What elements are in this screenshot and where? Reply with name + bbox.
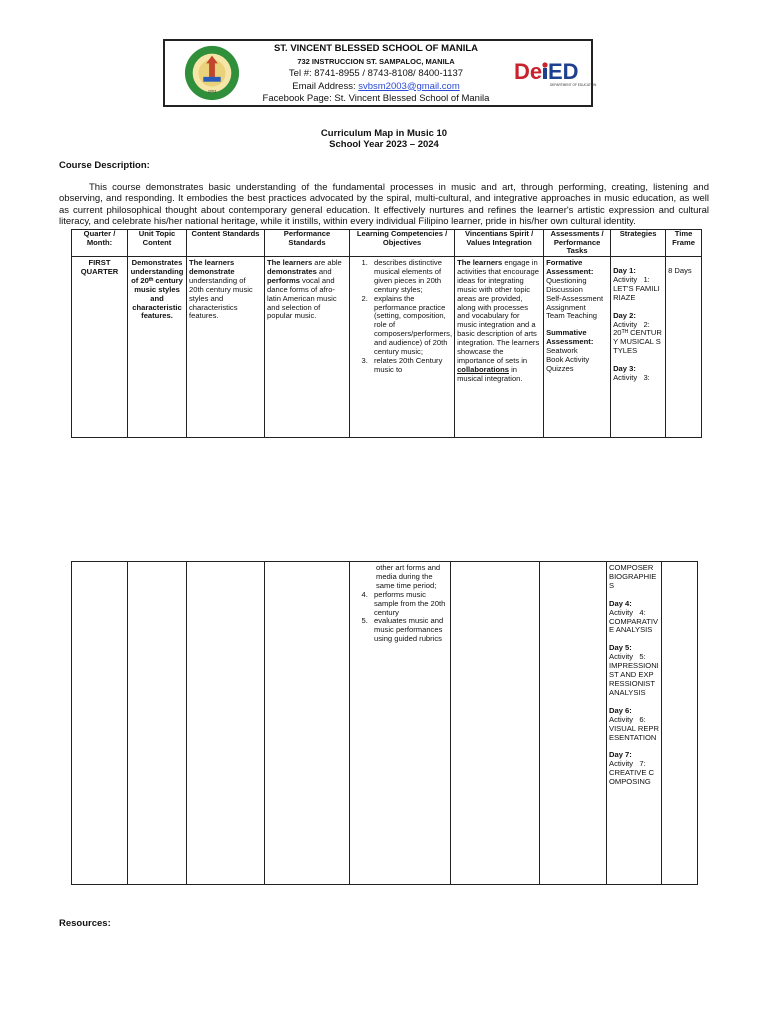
formative-item: Assignment xyxy=(546,302,586,312)
content-standards-bold: The learners demonstrate xyxy=(189,258,235,276)
svg-text:De: De xyxy=(514,59,543,84)
email-label: Email Address: xyxy=(292,80,359,92)
time-frame-cell-empty xyxy=(662,562,698,885)
values-integration-cell xyxy=(455,257,544,438)
competencies-cell xyxy=(350,257,455,438)
deped-subtitle: DEPARTMENT OF EDUCATION xyxy=(550,83,597,87)
performance-standards-cell xyxy=(265,257,350,438)
header-assessments: Assessments / Performance Tasks xyxy=(544,230,611,257)
summative-item: Seatwork xyxy=(546,346,578,356)
performance-standards-cell-empty xyxy=(265,562,350,885)
values-text-2: in musical integration. xyxy=(457,364,523,383)
quarter-cell-empty xyxy=(72,562,128,885)
strategy-day-3: Day 3: Activity 3: xyxy=(613,364,650,383)
header-unit-topic: Unit Topic Content xyxy=(128,230,187,257)
curriculum-map-table xyxy=(71,229,702,438)
values-cell-empty xyxy=(451,562,540,885)
summative-item: Quizzes xyxy=(546,363,574,373)
perf-part-3: demonstrates xyxy=(267,266,317,276)
unit-topic-cell-empty xyxy=(128,562,187,885)
values-text-1: engage in activities that encourage ideas for integrating music with other topic areas are provided, along with processes and vocabulary for music integration and a basic description of arts integration. The learners showcase the importance of sets in xyxy=(457,258,540,365)
competency-item: 3. relates 20th Century music to xyxy=(370,357,452,375)
summative-label: Summative Assessment: xyxy=(546,328,594,347)
competency-item: 5. evaluates music and music performances using guided rubrics xyxy=(370,617,448,644)
strategy-day-6: Day 6: Activity 6: VISUAL REPRESENTATION xyxy=(609,705,659,742)
strategy-day-7: Day 7: Activity 7: CREATIVE COMPOSING xyxy=(609,750,655,787)
title-line-1: Curriculum Map in Music 10 xyxy=(320,128,448,139)
assessments-cell xyxy=(544,257,611,438)
strategy-day-4: Day 4: Activity 4: COMPARATIVE ANALYSIS xyxy=(609,598,659,635)
content-standards-text: understanding of 20th century music styles and characteristics features. xyxy=(189,275,253,321)
perf-part-5: performs xyxy=(267,275,300,285)
perf-part-1: The learners xyxy=(267,258,313,267)
curriculum-map-table-continued xyxy=(71,561,698,885)
school-tel: Tel #: 8741-8955 / 8743-8108/ 8400-1137 xyxy=(288,68,464,79)
assessments-cell-empty xyxy=(540,562,607,885)
email-link[interactable]: svbsm2003@gmail.com xyxy=(358,80,460,92)
school-address: 732 INSTRUCCION ST. SAMPALOC, MANILA xyxy=(297,56,455,66)
strategies-cell xyxy=(611,257,666,438)
competency-item: 1. describes distinctive musical elements of given pieces in 20th century styles; xyxy=(370,259,452,295)
header-content-standards: Content Standards xyxy=(187,230,265,257)
content-standards-cell xyxy=(187,257,265,438)
resources-label: Resources: xyxy=(59,918,111,929)
quarter-cell: FIRST QUARTER xyxy=(72,257,128,438)
values-link: collaborations xyxy=(457,364,509,374)
competency-item: 4. performs music sample from the 20th century xyxy=(370,591,448,618)
course-description-text: This course demonstrates basic understanding of the fundamental processes in music and art, through performing, creating, listening and observing, and responding. It embodies the best practices advocated by the spiral, multi-cultural, and integrative approaches in music education, as well as current philosophical thought about contemporary general education. It effectively nurtures and refines the learner's artistic expression and cultural literacy, and celebrate his/her national heritage, while it instills, within every individual Filipino learner, pride in his/her own cultural identity. xyxy=(59,182,709,228)
formative-item: Questioning xyxy=(546,275,587,285)
course-description-label: Course Description: xyxy=(59,160,150,171)
competency-item: 2. explains the performance practice (setting, composition, role of composers/performers, and audience) of 20th century music; xyxy=(370,295,452,357)
school-info xyxy=(231,43,521,106)
perf-part-4: and xyxy=(316,266,332,276)
strategy-continuation: COMPOSER BIOGRAPHIES xyxy=(609,563,657,590)
values-bold: The learners xyxy=(457,258,503,267)
header-performance-standards: Performance Standards xyxy=(265,230,350,257)
competency-continuation: other art forms and media during the same time period; xyxy=(376,563,441,590)
strategies-cell-continued xyxy=(607,562,662,885)
seal-year: 2003 xyxy=(207,89,217,94)
perf-part-2: are able xyxy=(312,258,342,267)
time-frame-cell: 8 Days xyxy=(666,257,702,438)
content-standards-cell-empty xyxy=(187,562,265,885)
document-title xyxy=(200,128,568,150)
unit-topic-cell: Demonstrates understanding of 20ᵗʰ century music styles and characteristic features. xyxy=(128,257,187,438)
formative-item: Discussion xyxy=(546,284,583,294)
header-learning-competencies: Learning Competencies / Objectives xyxy=(350,230,455,257)
perf-part-6: vocal and dance forms of afro-latin American music and selection of popular music. xyxy=(267,275,337,321)
strategy-day-1: Day 1: Activity 1: LET'S FAMILIRIAZE xyxy=(613,266,660,302)
school-facebook: Facebook Page: St. Vincent Blessed School of Manila xyxy=(262,93,490,104)
summative-item: Book Activity xyxy=(546,355,590,365)
title-line-2: School Year 2023 – 2024 xyxy=(329,139,439,150)
deped-logo xyxy=(512,54,597,90)
header-strategies: Strategies xyxy=(611,230,666,257)
formative-label: Formative Assessment: xyxy=(546,258,594,276)
svg-text:ED: ED xyxy=(548,59,579,84)
header-values-integration: Vincentians Spirit / Values Integration xyxy=(455,230,544,257)
school-name: ST. VINCENT BLESSED SCHOOL OF MANILA xyxy=(273,43,479,54)
header-quarter: Quarter / Month: xyxy=(72,230,128,257)
school-email xyxy=(231,81,521,94)
formative-item: Team Teaching xyxy=(546,311,598,321)
header-time-frame: Time Frame xyxy=(666,230,702,257)
strategy-day-5: Day 5: Activity 5: IMPRESSIONIST AND EXPRESSIONIST ANALYSIS xyxy=(609,643,659,697)
formative-item: Self-Assessment xyxy=(546,293,604,303)
strategy-day-2: Day 2: Activity 2: 20ᵀᴴ CENTURY MUSICAL STYLES xyxy=(613,310,662,356)
competencies-cell-continued xyxy=(350,562,451,885)
